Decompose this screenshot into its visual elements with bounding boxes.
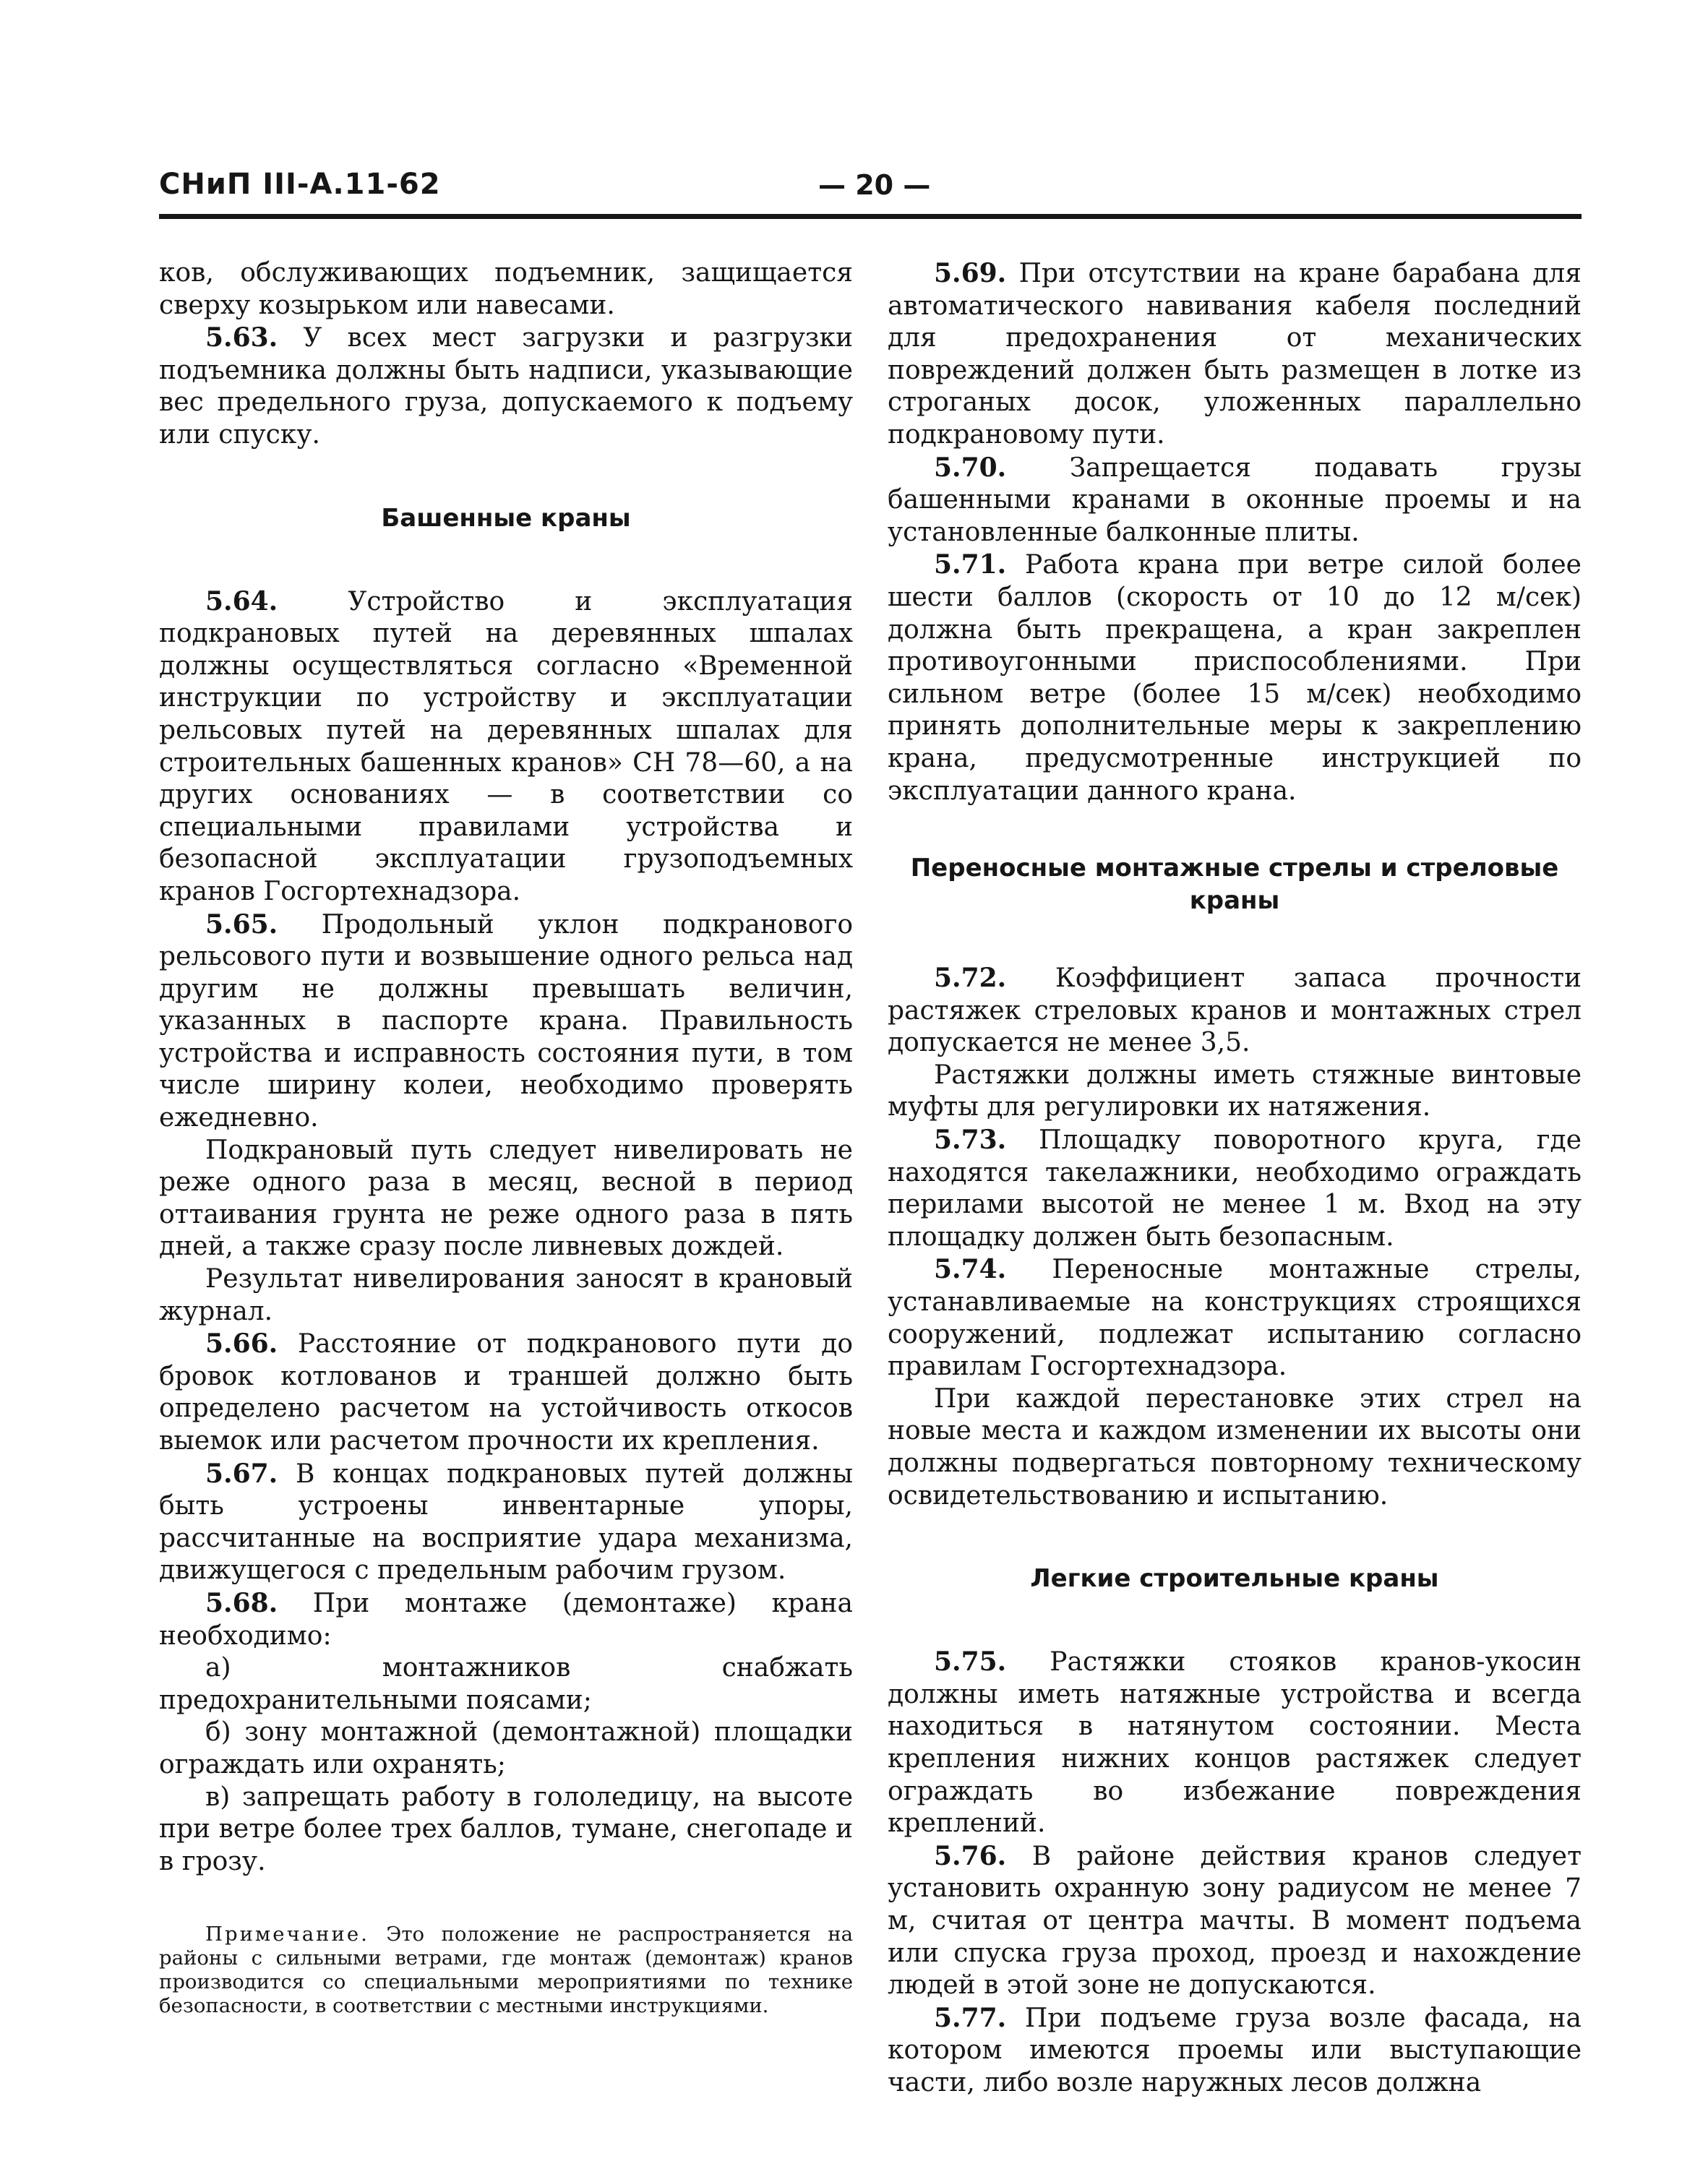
clause-number: 5.68. [205, 1587, 278, 1618]
clause-5-65 [159, 909, 853, 1135]
clause-number: 5.77. [934, 2002, 1007, 2033]
section-heading-light-cranes: Легкие строительные краны [1030, 1564, 1439, 1594]
clause-number: 5.63. [205, 322, 278, 353]
section-heading-portable-booms: Переносные монтажные стрелы и стреловые краны [910, 854, 1559, 916]
clause-number: 5.76. [934, 1840, 1007, 1871]
clause-5-75 [888, 1646, 1582, 1840]
clause-number: 5.66. [205, 1328, 278, 1360]
clause-number: 5.71. [934, 549, 1007, 580]
paragraph-guys: Растяжки должны иметь стяжные винтовые муфты для регулировки их натяжения. [888, 1060, 1582, 1122]
paragraph-rearrange: При каждой перестановке этих стрел на новые места и каждом изменении их высоты они должны подвергаться повторному техническому освидетельствованию и испытанию. [888, 1383, 1582, 1511]
right-column [888, 257, 1582, 2100]
clause-5-76 [888, 1840, 1582, 2002]
clause-text: Коэффициент запаса прочности растяжек стреловых кранов и монтажных стрел допускается не менее 3,5. [888, 963, 1582, 1058]
clause-5-70 [888, 452, 1582, 549]
clause-5-64 [159, 585, 853, 909]
clause-text: Переносные монтажные стрелы, устанавливаемые на конструкциях строящихся сооружений, подлежат испытанию согласно правилам Госгортехнадзора. [888, 1255, 1582, 1382]
clause-number: 5.75. [934, 1646, 1007, 1678]
clause-text: При монтаже (демонтаже) крана необходимо: [159, 1588, 853, 1651]
footnote [159, 1923, 853, 2018]
clause-text: В концах подкрановых путей должны быть устроены инвентарные упоры, рассчитанные на восприятие удара механизма, движущегося с предельным рабочим грузом. [159, 1459, 853, 1586]
clause-number: 5.73. [934, 1125, 1007, 1156]
clause-number: 5.69. [934, 258, 1007, 288]
clause-text: Устройство и эксплуатация подкрановых путей на деревянных шпалах должны осуществляться согласно «Временной инструкции по устройству и эксплуатации рельсовых путей на деревянных шпалах для строительных башенных кранов» СН 78—60, а на других основаниях — в соответствии со специальными правилами устройства и безопасной эксплуатации грузоподъемных кранов Госгортехнадзора. [159, 586, 853, 906]
clause-text: Запрещается подавать грузы башенными кранами в оконные проемы и на установленные балконные плиты. [888, 452, 1582, 547]
clause-text: Работа крана при ветре силой более шести баллов (скорость от 10 до 12 м/сек) должна быть прекращена, а кран закреплен противоугонными приспособлениями. При сильном ветре (более 15 м/сек) необходимо принять дополнительные меры к закреплению крана, предусмотренные инструкцией по эксплуатации данного крана. [888, 550, 1582, 806]
clause-text: У всех мест загрузки и разгрузки подъемника должны быть надписи, указывающие вес предельного груза, допускаемого к подъему или спуску. [159, 323, 853, 450]
left-column [159, 257, 853, 2018]
footnote-text: Это положение не распространяется на районы с сильными ветрами, где монтаж (демонтаж) кранов производится со специальными мероприятиями по технике безопасности, в соответствии с местными инструкциями. [159, 1923, 853, 2018]
clause-5-63 [159, 322, 853, 451]
clause-5-69 [888, 257, 1582, 452]
clause-5-68 [159, 1587, 853, 1652]
clause-number: 5.70. [934, 452, 1007, 483]
clause-number: 5.65. [205, 909, 278, 940]
clause-5-67 [159, 1458, 853, 1587]
clause-5-73 [888, 1124, 1582, 1253]
clause-number: 5.74. [934, 1254, 1007, 1285]
document-code: СНиП III-А.11-62 [159, 168, 441, 201]
page-number: — 20 — [818, 169, 931, 201]
section-heading-tower-cranes: Башенные краны [381, 503, 631, 533]
clause-number: 5.64. [205, 585, 278, 617]
clause-text: При отсутствии на кране барабана для автоматического навивания кабеля последний для предохранения от механических повреждений должен быть размещен в лотке из строганых досок, уложенных параллельно подкрановому пути. [888, 259, 1582, 450]
paragraph-continuation: ков, обслуживающих подъемник, защищается сверху козырьком или навесами. [159, 258, 853, 320]
clause-text: Площадку поворотного круга, где находятся такелажники, необходимо ограждать перилами высотой не менее 1 м. Вход на эту площадку должен быть безопасным. [888, 1125, 1582, 1252]
list-item-b: б) зону монтажной (демонтажной) площадки ограждать или охранять; [159, 1717, 853, 1779]
paragraph-result: Результат нивелирования заносят в крановый журнал. [159, 1264, 853, 1326]
clause-5-77 [888, 2002, 1582, 2100]
clause-number: 5.67. [205, 1458, 278, 1489]
list-item-c: в) запрещать работу в гололедицу, на высоте при ветре более трех баллов, тумане, снегопаде и в грозу. [159, 1782, 853, 1876]
clause-number: 5.72. [934, 963, 1007, 994]
clause-text: При подъеме груза возле фасада, на котором имеются проемы или выступающие части, либо возле наружных лесов должна [888, 2003, 1582, 2097]
clause-5-74 [888, 1253, 1582, 1383]
list-item-a: а) монтажников снабжать предохранительными поясами; [159, 1653, 853, 1715]
clause-text: Продольный уклон подкранового рельсового пути и возвышение одного рельса над другим не должны превышать величин, указанных в паспорте крана. Правильность устройства и исправность состояния пути, в том числе ширину колеи, необходимо проверять ежедневно. [159, 909, 853, 1133]
header-rule [159, 214, 1582, 219]
clause-text: Расстояние от подкранового пути до бровок котлованов и траншей должно быть определено расчетом на устойчивость откосов выемок или расчетом прочности их крепления. [159, 1329, 853, 1456]
clause-5-66 [159, 1328, 853, 1457]
clause-5-71 [888, 549, 1582, 807]
clause-5-72 [888, 962, 1582, 1060]
footnote-label: Примечание. [205, 1923, 369, 1946]
paragraph-leveling: Подкрановый путь следует нивелировать не реже одного раза в месяц, весной в период оттаивания грунта не реже одного раза в пять дней, а также сразу после ливневых дождей. [159, 1135, 853, 1262]
clause-text: Растяжки стояков кранов-укосин должны иметь натяжные устройства и всегда находиться в натянутом состоянии. Места крепления нижних концов растяжек следует ограждать во избежание повреждения креплений. [888, 1647, 1582, 1839]
clause-text: В районе действия кранов следует установить охранную зону радиусом не менее 7 м, считая от центра мачты. В момент подъема или спуска груза проход, проезд и нахождение людей в этой зоне не допускаются. [888, 1841, 1582, 2001]
